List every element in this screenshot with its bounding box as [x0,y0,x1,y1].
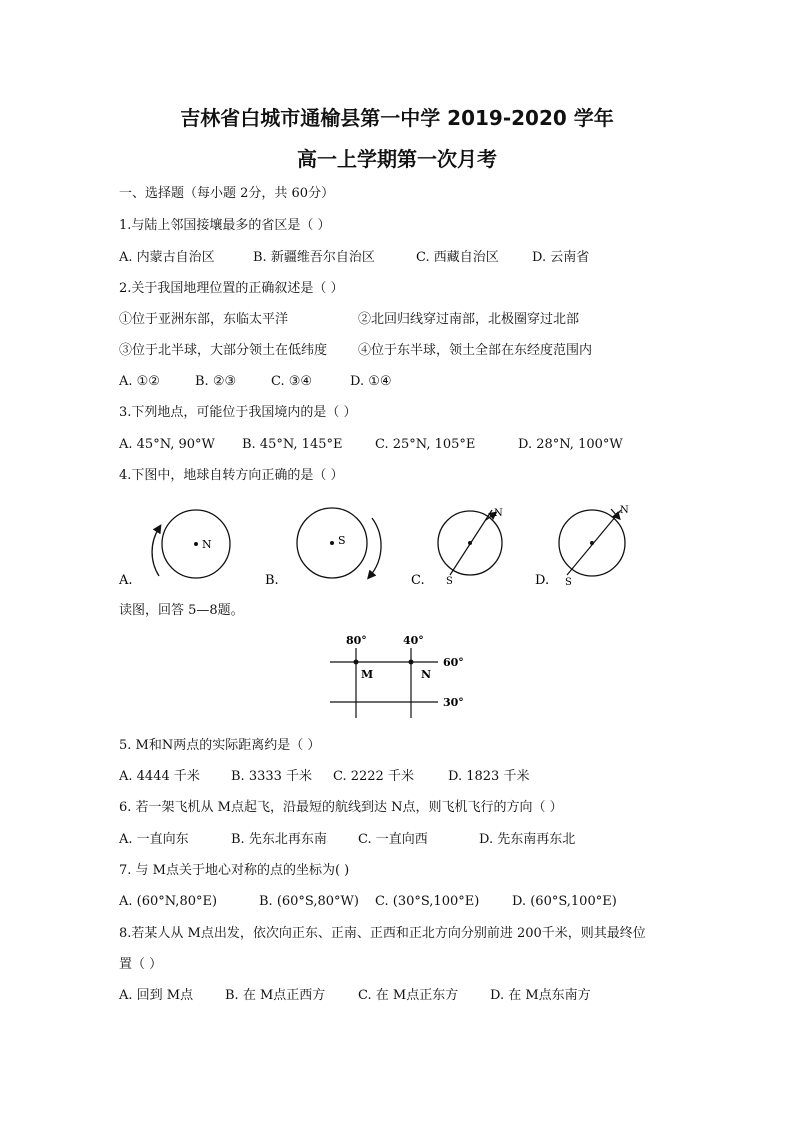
question-8-stem-line2: 置（ ） [119,957,163,972]
q2-option-b: B. ②③ [195,374,237,389]
q5-option-a: A. 4444 千米 [119,769,200,784]
q8-option-d: D. 在 M点东南方 [490,988,591,1003]
figure-b-label: B. [265,573,279,588]
exam-title-line2: 高一上学期第一次月考 [297,147,497,171]
q7-option-a: A. (60°N,80°E) [119,894,218,909]
figure-d-center-dot [590,541,594,545]
grid-latitude-30-label: 30° [443,696,464,709]
figure-d-south-label: S [565,577,572,588]
q8-option-c: C. 在 M点正东方 [358,988,459,1003]
q7-option-c: C. (30°S,100°E) [375,894,480,909]
q5-option-b: B. 3333 千米 [231,769,313,784]
lat-lon-grid-figure [330,634,464,718]
figure-b-pole-label: S [338,534,346,547]
exam-title-line1: 吉林省白城市通榆县第一中学 2019-2020 学年 [180,106,614,130]
q6-option-b: B. 先东北再东南 [231,832,327,847]
figure-c-center-dot [468,541,472,545]
question-5-stem: 5. M和N两点的实际距离约是（ ） [119,738,321,753]
q6-option-c: C. 一直向西 [358,832,428,847]
q3-option-b: B. 45°N, 145°E [242,437,343,452]
q2-statement-1: ①位于亚洲东部，东临太平洋 [119,312,289,327]
figure-c [411,508,503,588]
q7-option-b: B. (60°S,80°W) [259,894,359,909]
q2-option-d: D. ①④ [350,374,392,389]
question-7-stem: 7. 与 M点关于地心对称的点的坐标为( ) [119,863,350,878]
q2-statement-3: ③位于北半球，大部分领土在低纬度 [119,343,328,358]
grid-point-n-label: N [421,668,432,681]
question-2-stem: 2.关于我国地理位置的正确叙述是（ ） [119,281,344,296]
figure-d-north-label: N [620,505,629,516]
question-3-stem: 3.下列地点，可能位于我国境内的是（ ） [119,405,357,420]
figure-d-arrow [611,509,618,517]
figure-d-axis [567,510,621,575]
q1-option-c: C. 西藏自治区 [416,250,499,265]
grid-point-m-label: M [361,668,374,681]
read-figure-prompt: 读图，回答 5—8题。 [119,603,244,618]
q6-option-a: A. 一直向东 [119,832,189,847]
section-heading: 一、选择题（每小题 2分，共 60分） [119,186,335,201]
figure-b-arrow [370,518,381,576]
grid-point-m [354,660,359,665]
question-8-stem-line1: 8.若某人从 M点出发，依次向正东、正南、正西和正北方向分别前进 200千米，则其最终位 [119,926,646,941]
q1-option-d: D. 云南省 [532,250,590,265]
figure-a-pole-dot [194,542,198,546]
question-4-stem: 4.下图中，地球自转方向正确的是（ ） [119,468,344,483]
q8-option-b: B. 在 M点正西方 [225,988,326,1003]
figure-d-label: D. [535,573,550,588]
q2-option-c: C. ③④ [271,374,313,389]
figure-c-south-label: S [446,576,453,587]
figure-b [265,508,381,588]
q7-option-d: D. (60°S,100°E) [512,894,617,909]
figure-a [118,510,230,588]
grid-point-n [409,660,414,665]
figure-b-pole-dot [330,541,334,545]
figure-a-pole-label: N [202,538,212,551]
figure-a-label: A. [119,573,133,588]
q3-option-a: A. 45°N, 90°W [119,437,215,452]
question-1-stem: 1.与陆上邻国接壤最多的省区是（ ） [119,218,331,233]
grid-longitude-80-label: 80° [346,634,367,647]
q5-option-d: D. 1823 千米 [448,769,530,784]
q8-option-a: A. 回到 M点 [119,988,194,1003]
q2-statement-2: ②北回归线穿过南部，北极圈穿过北部 [358,312,580,327]
q2-option-a: A. ①② [119,374,160,389]
figure-d [535,505,629,588]
question-6-stem: 6. 若一架飞机从 M点起飞，沿最短的航线到达 N点，则飞机飞行的方向（ ） [119,800,563,815]
q1-option-b: B. 新疆维吾尔自治区 [253,250,375,265]
q6-option-d: D. 先东南再东北 [479,832,576,847]
q3-option-c: C. 25°N, 105°E [375,437,476,452]
q2-statement-4: ④位于东半球，领土全部在东经度范围内 [358,343,593,358]
q1-option-a: A. 内蒙古自治区 [119,250,215,265]
q5-option-c: C. 2222 千米 [333,769,414,784]
figure-a-arrow [152,528,159,576]
figure-c-north-label: N [494,508,503,519]
grid-longitude-40-label: 40° [403,634,424,647]
grid-latitude-60-label: 60° [443,656,464,669]
q3-option-d: D. 28°N, 100°W [518,437,623,452]
figure-c-label: C. [411,573,425,588]
